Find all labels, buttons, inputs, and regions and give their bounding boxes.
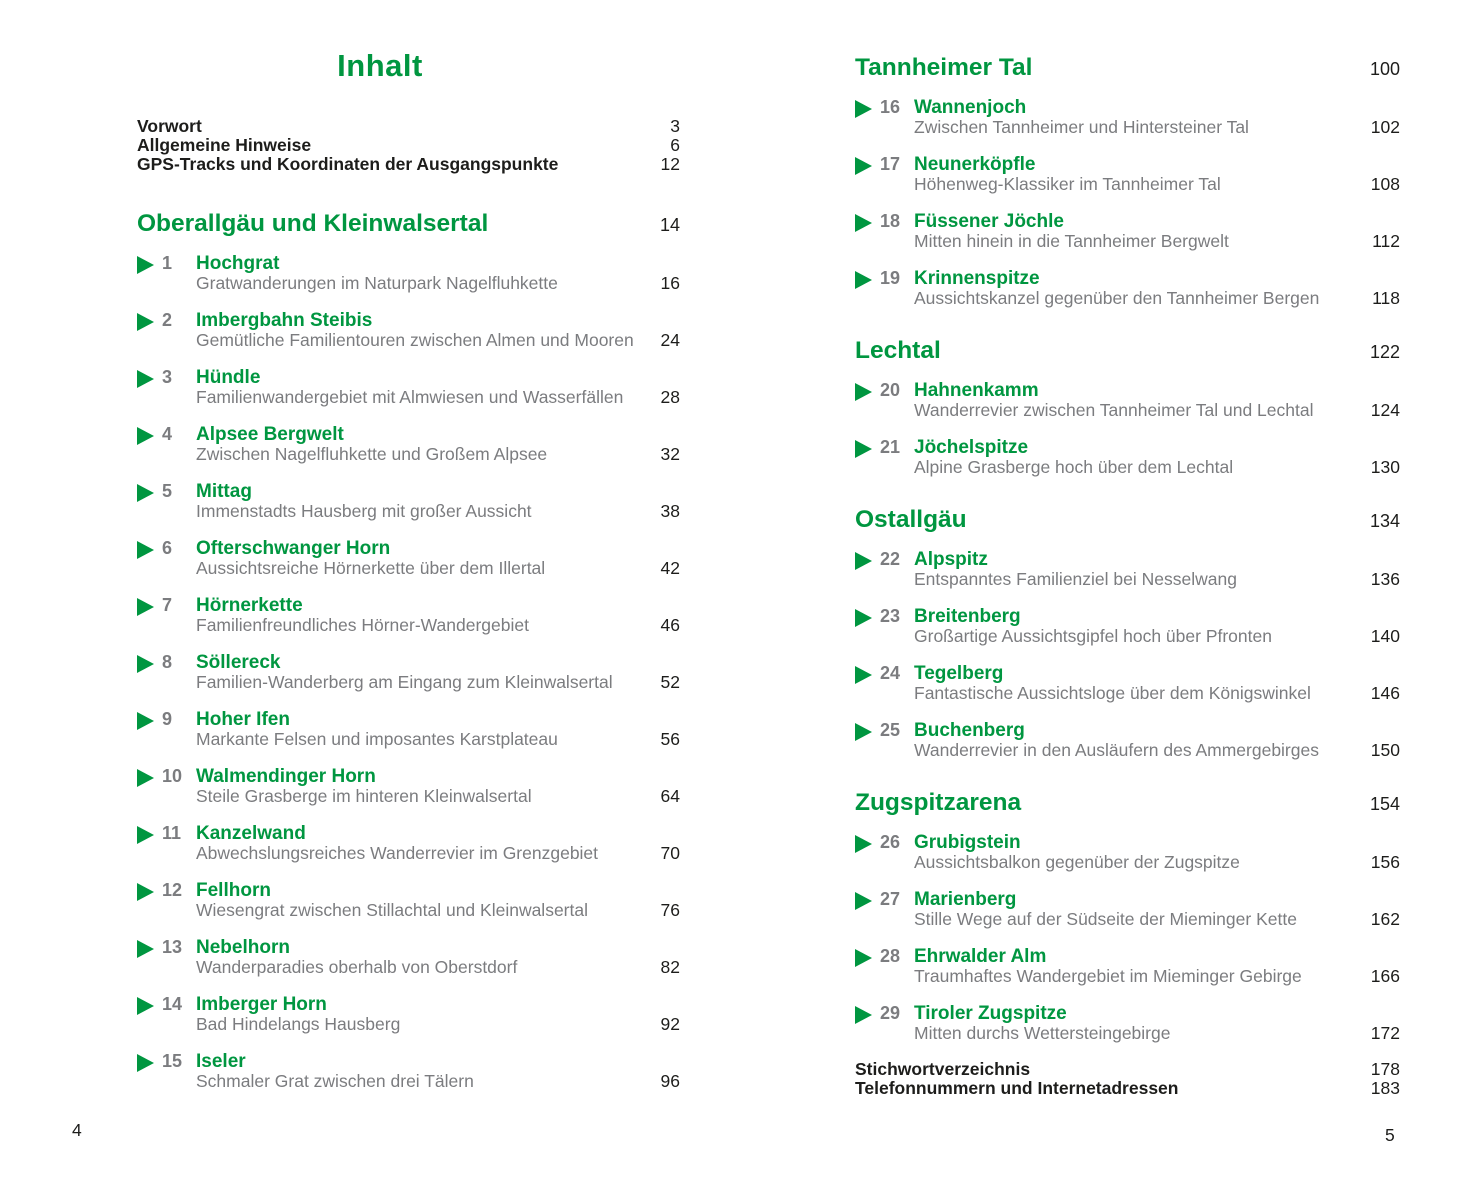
tour-subrow (914, 1024, 1400, 1043)
route-arrow-icon (855, 723, 872, 741)
route-arrow-icon (137, 427, 154, 445)
tour-subtitle: Schmaler Grat zwischen drei Tälern (196, 1071, 474, 1091)
tour-title: Hörnerkette (196, 595, 303, 616)
route-arrow-icon (137, 484, 154, 502)
tour-number: 25 (880, 720, 901, 740)
tour-page-number: 96 (660, 1071, 680, 1091)
front-matter-list (137, 117, 680, 174)
tour-title: Alpsee Bergwelt (196, 424, 344, 445)
tour-number: 17 (880, 154, 901, 174)
tour-entry (855, 154, 1400, 194)
route-arrow-icon (855, 949, 872, 967)
tour-page-number: 162 (1370, 909, 1400, 929)
tour-page-number: 136 (1370, 569, 1400, 589)
route-arrow-icon (855, 609, 872, 627)
tour-title: Wannenjoch (914, 97, 1027, 118)
tour-page-number: 52 (660, 672, 680, 692)
tour-entry (855, 437, 1400, 477)
section-title: Oberallgäu und Kleinwalsertal (137, 210, 489, 237)
tour-page-number: 172 (1370, 1023, 1400, 1043)
tour-number: 8 (162, 652, 173, 672)
tour-entry (855, 720, 1400, 760)
tour-number: 2 (162, 310, 173, 330)
tour-number: 29 (880, 1003, 901, 1023)
route-arrow-icon (137, 712, 154, 730)
tour-title: Grubigstein (914, 832, 1021, 853)
tour-subrow (196, 787, 680, 806)
tour-number: 5 (162, 481, 173, 501)
tour-page-number: 156 (1370, 852, 1400, 872)
tour-entry (855, 889, 1400, 929)
tour-subrow (196, 502, 680, 521)
tour-subtitle: Fantastische Aussichtsloge über dem Königswinkel (914, 683, 1311, 703)
tour-subtitle: Steile Grasberge im hinteren Kleinwalsertal (196, 786, 532, 806)
tour-page-number: 46 (660, 615, 680, 635)
tour-page-number: 64 (660, 786, 680, 806)
tour-number: 18 (880, 211, 901, 231)
route-arrow-icon (137, 541, 154, 559)
tour-subtitle: Aussichtsreiche Hörnerkette über dem Illertal (196, 558, 546, 578)
tour-number: 23 (880, 606, 901, 626)
tour-subtitle: Zwischen Nagelfluhkette und Großem Alpsee (196, 444, 548, 464)
tour-subrow (914, 684, 1400, 703)
matter-row (855, 1060, 1400, 1079)
tour-page-number: 108 (1370, 174, 1400, 194)
tour-title: Mittag (196, 481, 252, 502)
page-number-left: 4 (72, 1120, 82, 1140)
tour-subtitle: Wanderrevier zwischen Tannheimer Tal und Lechtal (914, 400, 1314, 420)
tour-number: 13 (162, 937, 183, 957)
tour-subtitle: Familienfreundliches Hörner-Wandergebiet (196, 615, 529, 635)
tour-title: Neunerköpfle (914, 154, 1036, 175)
section-title: Tannheimer Tal (855, 54, 1033, 81)
tour-title: Nebelhorn (196, 937, 290, 958)
route-arrow-icon (855, 383, 872, 401)
tour-number: 10 (162, 766, 183, 786)
right-sections (855, 54, 1400, 1043)
route-arrow-icon (855, 552, 872, 570)
route-arrow-icon (855, 214, 872, 232)
tour-title: Jöchelspitze (914, 437, 1029, 458)
section-page-number: 100 (1369, 59, 1400, 79)
tour-entry (137, 595, 680, 635)
tour-page-number: 42 (660, 558, 680, 578)
left-sections (137, 210, 680, 1091)
tour-title: Hündle (196, 367, 261, 388)
tour-subtitle: Mitten durchs Wettersteingebirge (914, 1023, 1171, 1043)
tour-page-number: 32 (660, 444, 680, 464)
tour-entry (137, 310, 680, 350)
tour-number: 1 (162, 253, 173, 273)
tour-entry (855, 663, 1400, 703)
tour-title: Iseler (196, 1051, 246, 1072)
tour-subrow (914, 627, 1400, 646)
route-arrow-icon (137, 883, 154, 901)
tour-subrow (914, 175, 1400, 194)
tour-title: Ofterschwanger Horn (196, 538, 391, 559)
page-left (137, 0, 680, 1108)
tour-entry (137, 253, 680, 293)
tour-subrow (196, 559, 680, 578)
tour-subrow (196, 616, 680, 635)
matter-label: Telefonnummern und Internetadressen (855, 1078, 1179, 1098)
tour-number: 19 (880, 268, 901, 288)
tour-page-number: 92 (660, 1014, 680, 1034)
tour-subrow (914, 853, 1400, 872)
tour-page-number: 38 (660, 501, 680, 521)
matter-label: Stichwortverzeichnis (855, 1059, 1031, 1079)
tour-number: 26 (880, 832, 901, 852)
tour-title: Buchenberg (914, 720, 1025, 741)
route-arrow-icon (855, 1006, 872, 1024)
tour-subtitle: Gratwanderungen im Naturpark Nagelfluhkette (196, 273, 558, 293)
section-heading (855, 337, 1400, 366)
section-page-number: 122 (1369, 342, 1400, 362)
tour-entry (855, 606, 1400, 646)
tour-title: Krinnenspitze (914, 268, 1040, 289)
tour-list (855, 832, 1400, 1043)
tour-subtitle: Markante Felsen und imposantes Karstplateau (196, 729, 558, 749)
tour-subrow (196, 901, 680, 920)
tour-page-number: 150 (1370, 740, 1400, 760)
matter-label: Allgemeine Hinweise (137, 135, 312, 155)
tour-entry (137, 937, 680, 977)
page-title: Inhalt (337, 48, 423, 83)
tour-number: 20 (880, 380, 901, 400)
section-page-number: 14 (659, 215, 680, 235)
tour-subtitle: Immenstadts Hausberg mit großer Aussicht (196, 501, 532, 521)
tour-title: Imberger Horn (196, 994, 327, 1015)
matter-page-number: 183 (1370, 1078, 1400, 1098)
route-arrow-icon (855, 892, 872, 910)
matter-row (137, 155, 680, 174)
tour-subrow (914, 232, 1400, 251)
tour-page-number: 76 (660, 900, 680, 920)
tour-page-number: 124 (1370, 400, 1400, 420)
matter-label: Vorwort (137, 116, 202, 136)
route-arrow-icon (137, 598, 154, 616)
page-number-right: 5 (1385, 1125, 1395, 1145)
section-heading (855, 789, 1400, 818)
tour-title: Hoher Ifen (196, 709, 290, 730)
tour-subtitle: Wiesengrat zwischen Stillachtal und Kleinwalsertal (196, 900, 588, 920)
tour-list (855, 549, 1400, 760)
route-arrow-icon (855, 271, 872, 289)
route-arrow-icon (137, 826, 154, 844)
matter-page-number: 6 (670, 135, 680, 155)
tour-subtitle: Familienwandergebiet mit Almwiesen und Wasserfällen (196, 387, 624, 407)
route-arrow-icon (137, 256, 154, 274)
tour-title: Walmendinger Horn (196, 766, 376, 787)
tour-subtitle: Höhenweg-Klassiker im Tannheimer Tal (914, 174, 1221, 194)
tour-page-number: 70 (660, 843, 680, 863)
section-heading (855, 54, 1400, 83)
tour-subtitle: Zwischen Tannheimer und Hintersteiner Tal (914, 117, 1249, 137)
tour-number: 11 (162, 823, 182, 843)
tour-page-number: 166 (1370, 966, 1400, 986)
tour-entry (137, 652, 680, 692)
route-arrow-icon (855, 440, 872, 458)
tour-list (137, 253, 680, 1091)
tour-entry (137, 1051, 680, 1091)
tour-subrow (196, 331, 680, 350)
route-arrow-icon (137, 997, 154, 1015)
tour-number: 4 (162, 424, 173, 444)
tour-list (855, 97, 1400, 308)
tour-subrow (914, 289, 1400, 308)
tour-subrow (914, 570, 1400, 589)
tour-subrow (914, 118, 1400, 137)
tour-entry (137, 994, 680, 1034)
tour-subrow (196, 844, 680, 863)
tour-page-number: 118 (1372, 288, 1400, 308)
section-heading (137, 210, 680, 239)
section-heading (855, 506, 1400, 535)
tour-subrow (914, 741, 1400, 760)
tour-title: Tegelberg (914, 663, 1004, 684)
tour-entry (137, 481, 680, 521)
matter-label: GPS-Tracks und Koordinaten der Ausgangspunkte (137, 154, 559, 174)
route-arrow-icon (137, 940, 154, 958)
tour-number: 15 (162, 1051, 183, 1071)
tour-entry (855, 832, 1400, 872)
tour-subrow (196, 673, 680, 692)
tour-title: Ehrwalder Alm (914, 946, 1047, 967)
tour-number: 22 (880, 549, 901, 569)
route-arrow-icon (855, 835, 872, 853)
tour-subrow (914, 910, 1400, 929)
tour-subrow (196, 958, 680, 977)
section-page-number: 154 (1369, 794, 1400, 814)
route-arrow-icon (137, 370, 154, 388)
matter-row (137, 117, 680, 136)
tour-number: 24 (880, 663, 901, 683)
tour-subrow (914, 401, 1400, 420)
tour-subtitle: Bad Hindelangs Hausberg (196, 1014, 401, 1034)
tour-subtitle: Wanderparadies oberhalb von Oberstdorf (196, 957, 518, 977)
tour-title: Tiroler Zugspitze (914, 1003, 1067, 1024)
tour-title: Hahnenkamm (914, 380, 1039, 401)
tour-number: 3 (162, 367, 173, 387)
tour-subrow (196, 1072, 680, 1091)
tour-title: Kanzelwand (196, 823, 306, 844)
tour-number: 21 (880, 437, 901, 457)
page-right (855, 0, 1400, 1098)
tour-subtitle: Traumhaftes Wandergebiet im Mieminger Gebirge (914, 966, 1302, 986)
tour-list (855, 380, 1400, 477)
tour-subrow (196, 274, 680, 293)
route-arrow-icon (137, 655, 154, 673)
tour-number: 6 (162, 538, 173, 558)
tour-title: Söllereck (196, 652, 281, 673)
tour-page-number: 56 (660, 729, 680, 749)
tour-entry (855, 549, 1400, 589)
tour-subtitle: Stille Wege auf der Südseite der Mieminger Kette (914, 909, 1297, 929)
tour-entry (137, 823, 680, 863)
tour-page-number: 24 (660, 330, 680, 350)
tour-title: Alpspitz (914, 549, 988, 570)
tour-page-number: 130 (1370, 457, 1400, 477)
tour-subtitle: Alpine Grasberge hoch über dem Lechtal (914, 457, 1234, 477)
tour-title: Marienberg (914, 889, 1017, 910)
tour-entry (855, 946, 1400, 986)
tour-subrow (196, 1015, 680, 1034)
section-title: Ostallgäu (855, 506, 967, 533)
tour-number: 9 (162, 709, 173, 729)
tour-subrow (196, 445, 680, 464)
route-arrow-icon (855, 666, 872, 684)
tour-title: Imbergbahn Steibis (196, 310, 373, 331)
tour-entry (137, 367, 680, 407)
tour-title: Breitenberg (914, 606, 1021, 627)
tour-entry (137, 766, 680, 806)
tour-number: 12 (162, 880, 183, 900)
tour-entry (855, 97, 1400, 137)
route-arrow-icon (855, 157, 872, 175)
tour-page-number: 146 (1370, 683, 1400, 703)
tour-title: Hochgrat (196, 253, 280, 274)
tour-subtitle: Mitten hinein in die Tannheimer Bergwelt (914, 231, 1229, 251)
section-page-number: 134 (1369, 511, 1400, 531)
tour-page-number: 140 (1370, 626, 1400, 646)
tour-subtitle: Gemütliche Familientouren zwischen Almen und Mooren (196, 330, 634, 350)
tour-subtitle: Aussichtsbalkon gegenüber der Zugspitze (914, 852, 1240, 872)
tour-page-number: 28 (660, 387, 680, 407)
tour-entry (855, 380, 1400, 420)
tour-entry (137, 538, 680, 578)
tour-subrow (196, 730, 680, 749)
route-arrow-icon (137, 1054, 154, 1072)
tour-subtitle: Großartige Aussichtsgipfel hoch über Pfronten (914, 626, 1272, 646)
matter-page-number: 12 (660, 154, 680, 174)
matter-page-number: 178 (1370, 1059, 1400, 1079)
tour-subtitle: Wanderrevier in den Ausläufern des Ammergebirges (914, 740, 1319, 760)
end-matter-list (855, 1060, 1400, 1098)
tour-subtitle: Entspanntes Familienziel bei Nesselwang (914, 569, 1237, 589)
tour-number: 28 (880, 946, 901, 966)
tour-number: 16 (880, 97, 901, 117)
tour-subtitle: Aussichtskanzel gegenüber den Tannheimer Bergen (914, 288, 1320, 308)
tour-subrow (196, 388, 680, 407)
tour-page-number: 102 (1370, 117, 1400, 137)
tour-number: 7 (162, 595, 173, 615)
matter-row (137, 136, 680, 155)
tour-number: 27 (880, 889, 901, 909)
section-title: Lechtal (855, 337, 941, 364)
tour-title: Fellhorn (196, 880, 271, 901)
tour-number: 14 (162, 994, 183, 1014)
matter-row (855, 1079, 1400, 1098)
route-arrow-icon (137, 313, 154, 331)
tour-subtitle: Familien-Wanderberg am Eingang zum Kleinwalsertal (196, 672, 613, 692)
tour-entry (137, 709, 680, 749)
route-arrow-icon (855, 100, 872, 118)
route-arrow-icon (137, 769, 154, 787)
tour-entry (855, 268, 1400, 308)
section-title: Zugspitzarena (855, 789, 1022, 816)
tour-subtitle: Abwechslungsreiches Wanderrevier im Grenzgebiet (196, 843, 599, 863)
tour-entry (137, 424, 680, 464)
tour-page-number: 112 (1372, 231, 1400, 251)
tour-page-number: 82 (660, 957, 680, 977)
matter-page-number: 3 (670, 116, 680, 136)
tour-subrow (914, 967, 1400, 986)
tour-subrow (914, 458, 1400, 477)
tour-entry (855, 1003, 1400, 1043)
tour-entry (855, 211, 1400, 251)
tour-title: Füssener Jöchle (914, 211, 1064, 232)
tour-page-number: 16 (660, 273, 680, 293)
tour-entry (137, 880, 680, 920)
